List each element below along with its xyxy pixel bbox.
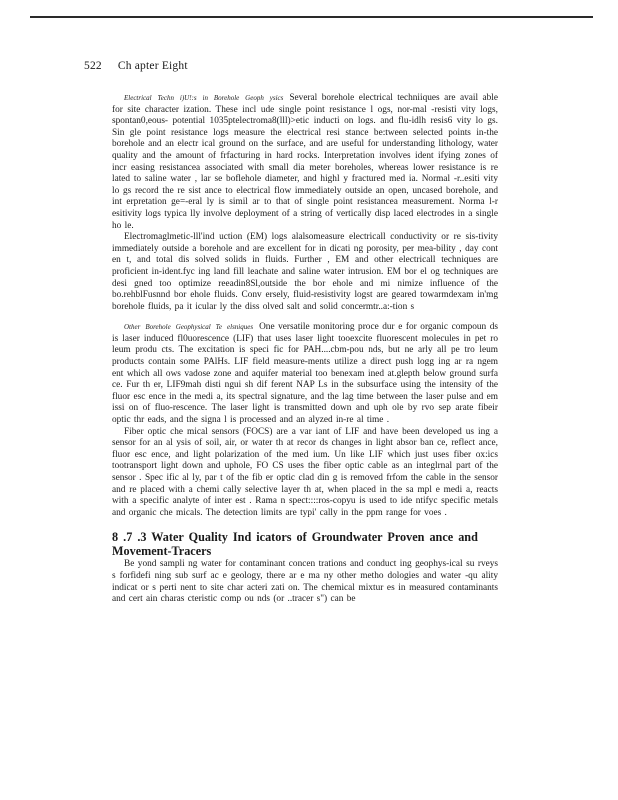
header-rule <box>30 16 593 18</box>
body-text <box>112 93 498 606</box>
paragraph-text: One versatile monitoring proce dur e for organic compoun ds is laser induced fl0uorescence (LIF) that uses laser light tooexcite fluorescent molecules in pet ro leum produ cts. The excitation is speci fic for PAH....cbm-pou nds, but ne arly all pe tro leum products contain some PAlHs. LIF field measure-ments utilize a direct push logg ing ar ra ngem ent which all ows vadose zone and aquifer material too benexam ined at.glepth below ground surfa ce. Fur th er, LIF9mah disti ngui sh dif ferent NAP Ls in the subsurface using the intensity of the fluor esc ence in the medi a, its spectral signature, and the lag time between the laser pulse and em issi on of fluo-rescence. The laser light is transmitted down and uph ole by rvo sep arate fibeir optic thr eads, and the signa l is processed and an alyzed in-re al time . <box>112 322 498 426</box>
paragraph-text: Several borehole electrical techniiques are avail able for site character ization. These incl ude single point resistance l ogs, nor-mal -resisti vity logs, spontan0,eous- potential 1035ptelectroma8(lll)>etic inducti on logs. and flu-idlh resis6 vity lo gs. Sin gle point resistance logs measure the electrical resi stance be:tween selected points in-the borehole and an electr ical ground on the surface, and are useful for understanding lithology, water quality and the amount of frfacturing in hard rocks. Interpretation involves ident ifying zones of incr easing resistancea associated with small dia meter boreholes, whereas lower resistance is re lated to saline water , lar se boflehole diameter, and highl y fractured med ia. Normal -r..esiti vity lo gs record the re sist ance to electrical flow immediately outside an open, uncased borehole, and int erpretation ge=-eral ly is simil ar to that of single point resistancea measurement. Norma l-r esitivity logs typica lly involve deployment of a string of vertically disp laced electrodes in a single ho le. <box>112 93 498 231</box>
running-header <box>84 60 188 72</box>
paragraph-water-quality-1: Be yond sampli ng water for contaminant concen trations and conduct ing geophys-ical su rveys s forfidefi ning sub surf ac e geology, there ar e ma ny other metho dologies and water -qu ality indicat or s perti nent to site char acteri zati on. The chemical mixtur es in measured contaminants and cert ain charas cteristic comp ou nds (or ..tracer s") can be <box>112 559 498 605</box>
runin-heading-other: Other Borehole Geophysical Te elsniques <box>124 323 254 332</box>
section-heading-8-7-3 <box>112 530 498 558</box>
section-heading-line-1: 8 .7 .3 Water Quality Ind icators of Groundwater Proven ance and <box>112 530 478 545</box>
paragraph-electrical-2: Electromaglmetic-lll'ind uction (EM) logs alalsomeasure electricall conductivity or re sis-tivity immediately outside a borehole and are excellent for in dicati ng porosity, per mea-bility , day cont en t, and total dis solved solids in fluids. Further , EM and other electricall techniques are proficient in-ident.fyc ing land fill leachate and saline water intrusion. EM bor el og techniques are desi gned too optimize reeadin8Sl,outside the bor ehole and mi nimize influence of the bo.rehblFusnnd bor ehole fluids. Conv ersely, fluid-resistivity logst are geared towarmdexam in'mg borehole fluids, pa it icular ly the diss olved salt and solid concermtr..a:-tion s <box>112 232 498 312</box>
paragraph-other-2: Fiber optic che mical sensors (FOCS) are a var iant of LIF and have been developed us ing a sensor for an al ysis of soil, air, or water th at recor ds changes in light absor ban ce, reflect ance, fluor esc ence, and light polarization of the med ium. Un like LIF which just uses fiber ox:ics tootransport light down and uphole, FO CS uses the fiber optic cable as an integlrnal part of the sensor . Spec ific al ly, par t of the fib er optic clad din g is removed frfom the cable in the sensor and re placed with a chemi cally selective layer th at, when placed in the sa mpl e medi a, reacts with a specific analyte of inter est . Rama n spect::::ros-copyu is used to ide ntifyc specific metals and organic che micals. The detection limits are typi' cally in the ppm range for voes . <box>112 426 498 518</box>
chapter-title: Ch apter Eight <box>117 60 188 72</box>
paragraph-other-1 <box>112 322 498 426</box>
page-number: 522 <box>84 60 102 72</box>
runin-heading-electrical: Electrical Techn i)U!:s in Borehole Geoph ysics <box>124 94 284 102</box>
section-heading-line-2: Movement-Tracers <box>112 544 212 559</box>
paragraph-electrical-1 <box>112 93 498 232</box>
